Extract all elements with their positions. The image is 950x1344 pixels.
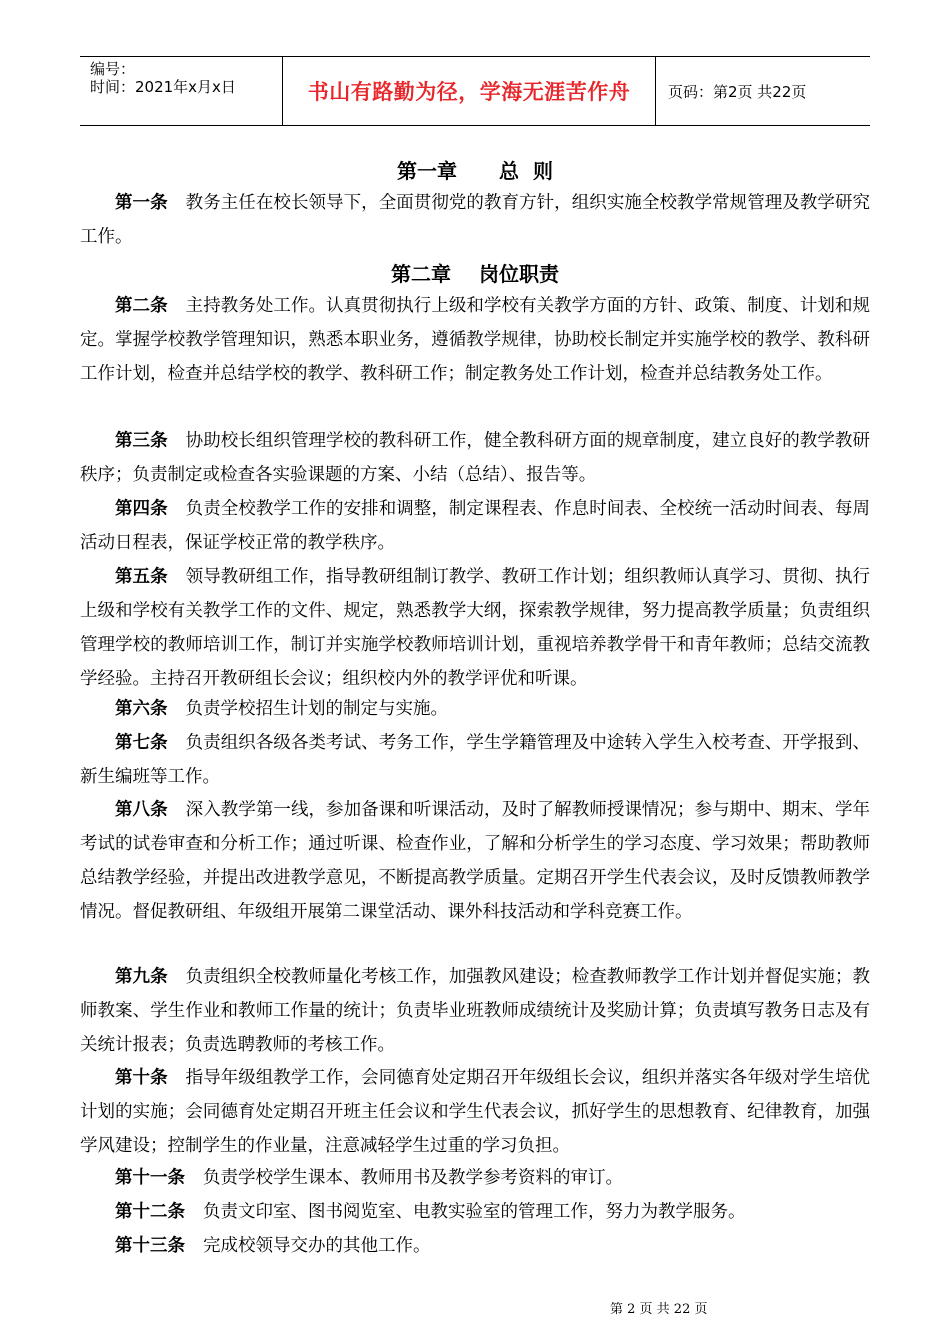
article-text: 协助校长组织管理学校的教科研工作，健全教科研方面的规章制度，建立良好的教学教研秩序；负责制定或检查各实验课题的方案、小结（总结）、报告等。 — [80, 431, 871, 485]
article-number: 第八条 — [115, 800, 168, 820]
article-text: 负责学校学生课本、教师用书及教学参考资料的审订。 — [203, 1168, 623, 1188]
chapter-label: 第二章 — [391, 262, 451, 286]
document-header — [80, 56, 870, 126]
article-3 — [80, 424, 870, 492]
article-number: 第九条 — [115, 967, 168, 987]
number-label: 编号： — [90, 60, 136, 78]
article-text: 负责文印室、图书阅览室、电教实验室的管理工作，努力为教学服务。 — [203, 1202, 746, 1222]
article-number: 第七条 — [115, 733, 168, 753]
article-number: 第四条 — [115, 499, 168, 519]
article-1 — [80, 186, 870, 254]
header-page-code: 页码：第2页 共22页 — [668, 82, 807, 101]
page-footer: 第 2 页 共 22 页 — [610, 1302, 708, 1317]
article-5 — [80, 560, 870, 696]
chapter-heading-2 — [80, 258, 870, 287]
article-2 — [80, 289, 870, 391]
time-label: 时间：2021年x月x日 — [90, 78, 236, 96]
article-number: 第五条 — [115, 567, 168, 587]
article-9 — [80, 960, 870, 1062]
header-meta — [80, 57, 282, 125]
article-text: 指导年级组教学工作，会同德育处定期召开年级组长会议，组织并落实各年级对学生培优计划的实施；会同德育处定期召开班主任会议和学生代表会议，抓好学生的思想教育、纪律教育，加强学风建设；控制学生的作业量，注意减轻学生过重的学习负担。 — [80, 1068, 871, 1156]
article-7 — [80, 726, 870, 794]
article-text: 深入教学第一线，参加备课和听课活动，及时了解教师授课情况；参与期中、期末、学年考试的试卷审查和分析工作；通过听课、检查作业，了解和分析学生的学习态度、学习效果；帮助教师总结教学经验，并提出改进教学意见，不断提高教学质量。定期召开学生代表会议，及时反馈教师教学情况。督促教研组、年级组开展第二课堂活动、课外科技活动和学科竞赛工作。 — [80, 800, 871, 922]
article-text: 主持教务处工作。认真贯彻执行上级和学校有关教学方面的方针、政策、制度、计划和规定。掌握学校教学管理知识，熟悉本职业务，遵循教学规律，协助校长制定并实施学校的教学、教科研工作计划，检查并总结学校的教学、教科研工作；制定教务处工作计划，检查并总结教务处工作。 — [80, 296, 871, 384]
article-13 — [80, 1229, 870, 1263]
chapter-title: 总 则 — [499, 159, 553, 183]
article-text: 负责全校教学工作的安排和调整，制定课程表、作息时间表、全校统一活动时间表、每周活动日程表，保证学校正常的教学秩序。 — [80, 499, 871, 553]
header-motto: 书山有路勤为径，学海无涯苦作舟 — [282, 57, 656, 125]
article-text: 负责组织全校教师量化考核工作，加强教风建设；检查教师教学工作计划并督促实施；教师教案、学生作业和教师工作量的统计；负责毕业班教师成绩统计及奖励计算；负责填写教务日志及有关统计报表；负责选聘教师的考核工作。 — [80, 967, 871, 1055]
article-number: 第二条 — [115, 296, 168, 316]
chapter-title: 岗位职责 — [479, 262, 559, 286]
article-number: 第十一条 — [115, 1168, 185, 1188]
article-number: 第六条 — [115, 699, 168, 719]
article-text: 领导教研组工作，指导教研组制订教学、教研工作计划；组织教师认真学习、贯彻、执行上级和学校有关教学工作的文件、规定，熟悉教学大纲，探索教学规律，努力提高教学质量；负责组织管理学校的教师培训工作，制订并实施学校教师培训计划，重视培养教学骨干和青年教师；总结交流教学经验。主持召开教研组长会议；组织校内外的教学评优和听课。 — [80, 567, 871, 689]
article-8 — [80, 793, 870, 929]
article-number: 第一条 — [115, 193, 168, 213]
article-number: 第十二条 — [115, 1202, 185, 1222]
article-number: 第十条 — [115, 1068, 168, 1088]
article-text: 负责学校招生计划的制定与实施。 — [185, 699, 448, 719]
article-4 — [80, 492, 870, 560]
article-6 — [80, 692, 870, 726]
chapter-label: 第一章 — [397, 159, 458, 183]
chapter-heading-1 — [80, 155, 870, 184]
article-text: 负责组织各级各类考试、考务工作，学生学籍管理及中途转入学生入校考查、开学报到、新生编班等工作。 — [80, 733, 871, 787]
article-number: 第三条 — [115, 431, 168, 451]
article-text: 完成校领导交办的其他工作。 — [203, 1236, 431, 1256]
article-text: 教务主任在校长领导下，全面贯彻党的教育方针，组织实施全校教学常规管理及教学研究工作。 — [80, 193, 871, 247]
article-11 — [80, 1161, 870, 1195]
article-10 — [80, 1061, 870, 1163]
article-number: 第十三条 — [115, 1236, 185, 1256]
article-12 — [80, 1195, 870, 1229]
